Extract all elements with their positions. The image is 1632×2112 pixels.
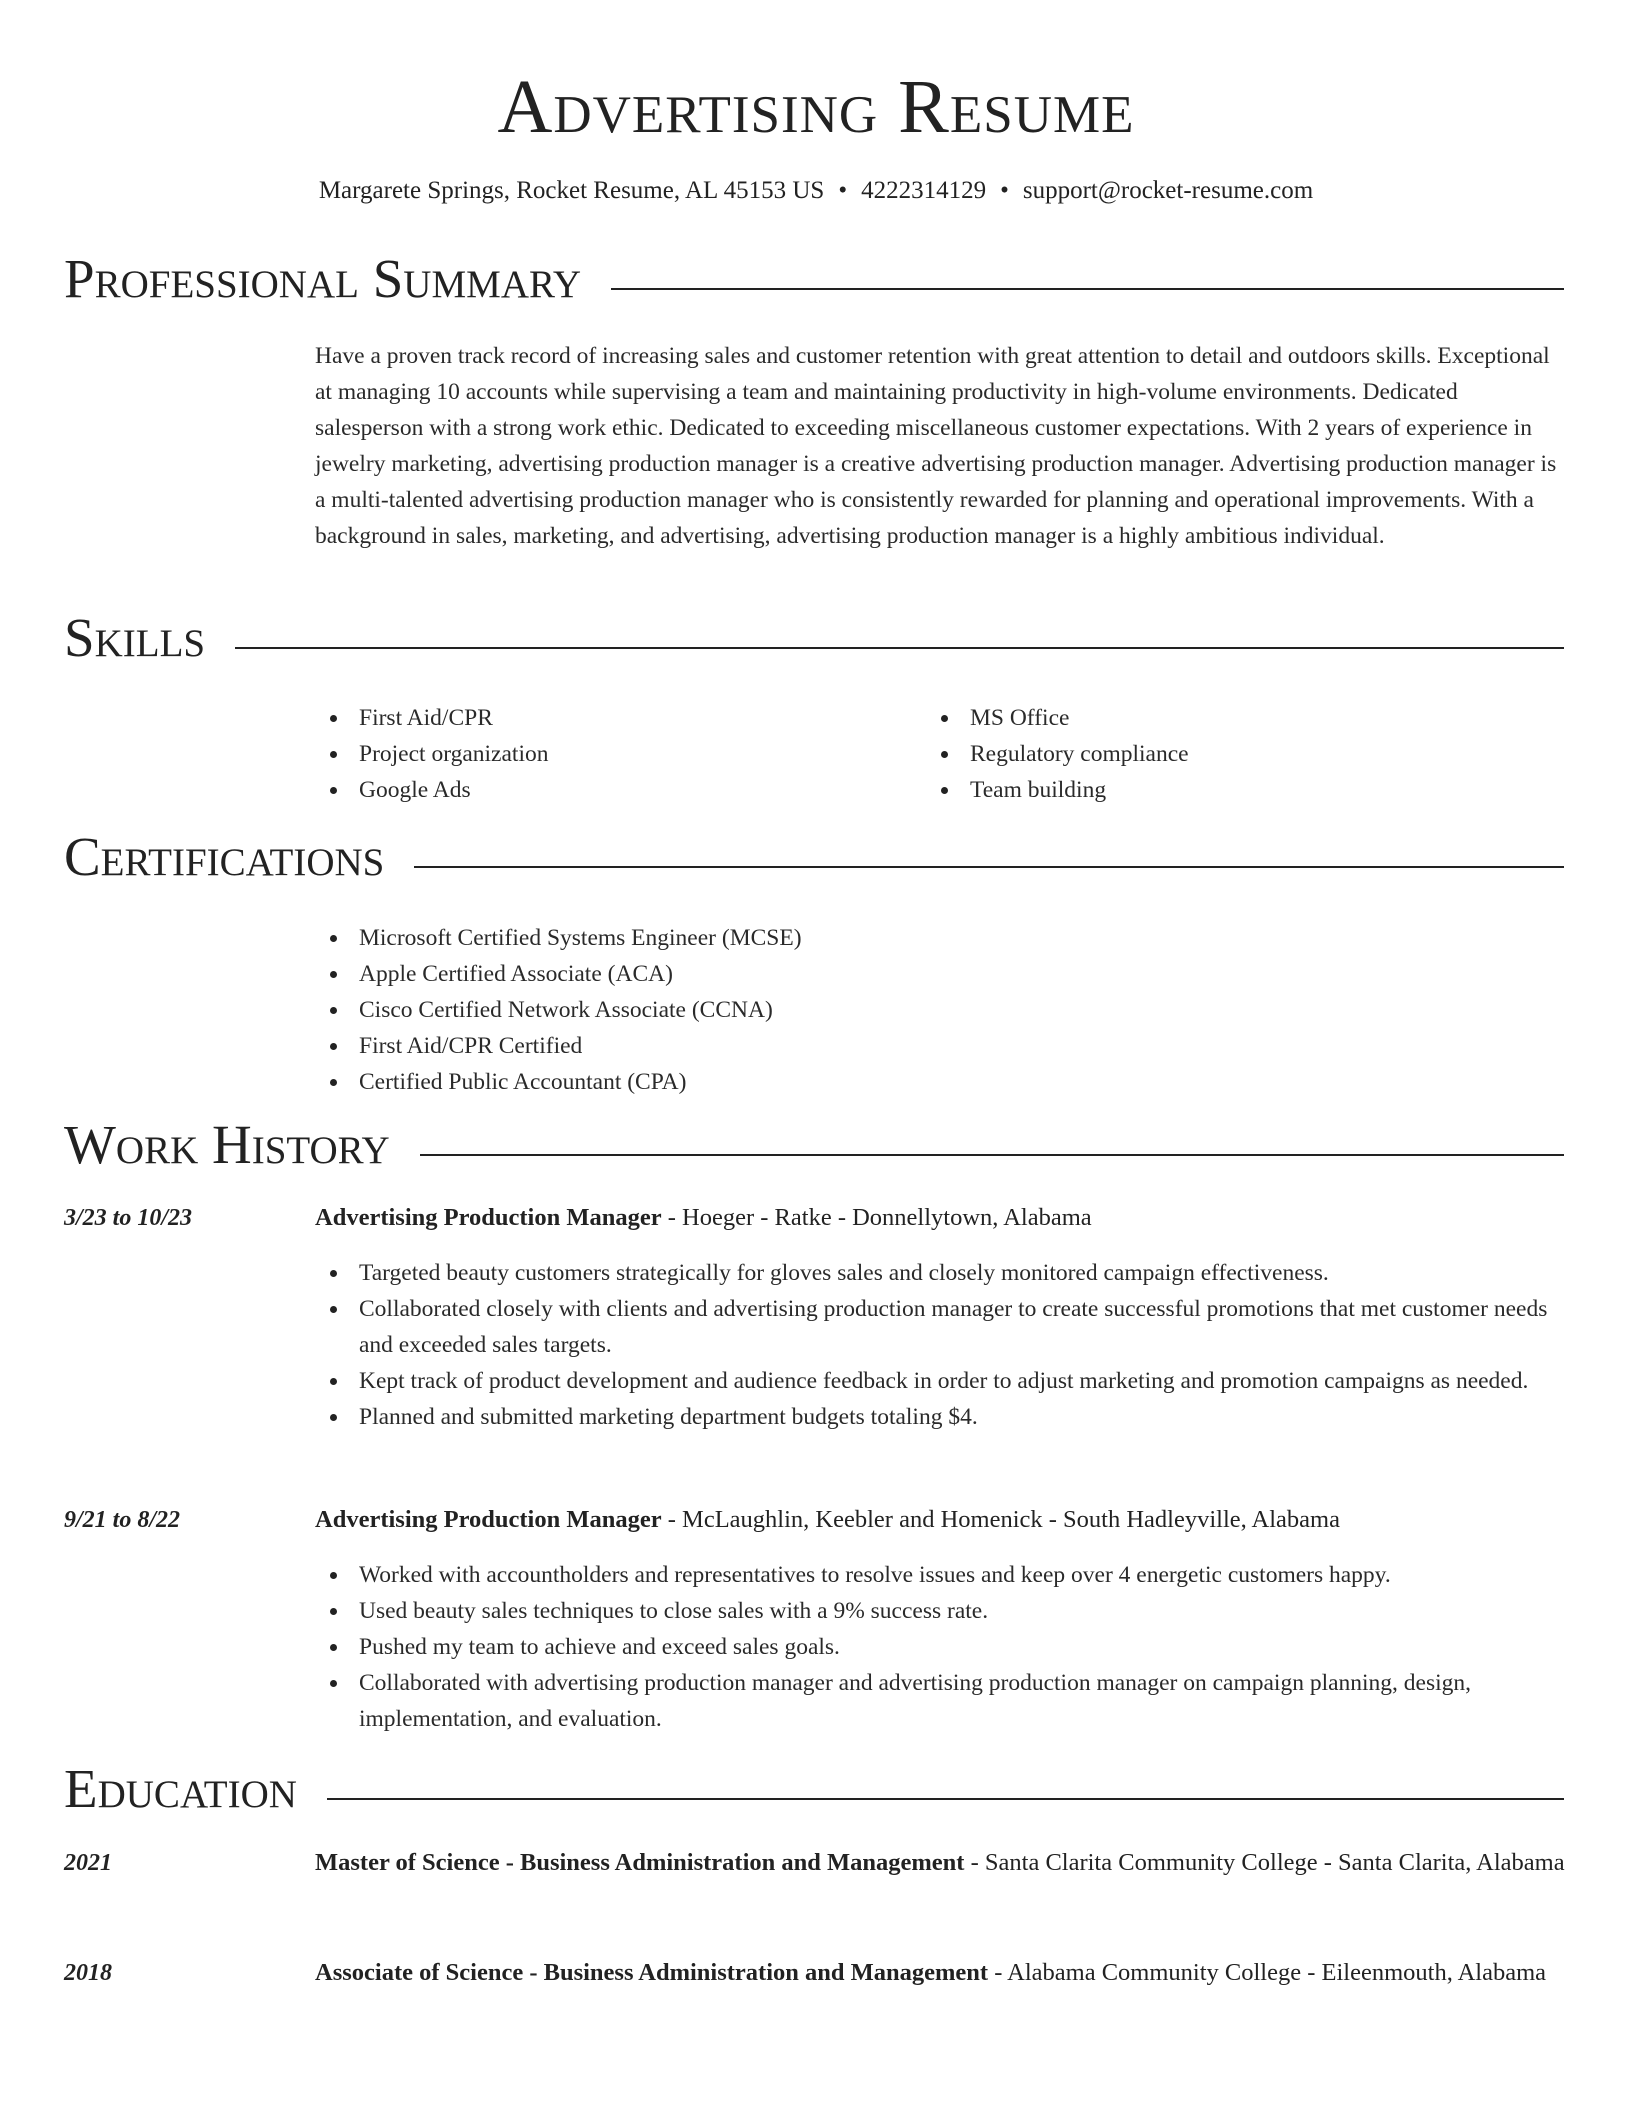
education-entry: Associate of Science - Business Administration and Management - Alabama Community College - Eileenmouth, Alabama bbox=[315, 1959, 1547, 1986]
job-bullet: Used beauty sales techniques to close sales with a 9% success rate. bbox=[315, 1593, 1565, 1629]
contact-separator: • bbox=[838, 177, 848, 204]
certification-item: Certified Public Accountant (CPA) bbox=[315, 1064, 1315, 1100]
job-header: Advertising Production Manager - McLaughlin, Keebler and Homenick - South Hadleyville, Alabama bbox=[315, 1506, 1340, 1533]
section-header-summary bbox=[64, 242, 1564, 312]
contact-address: Margarete Springs, Rocket Resume, AL 45153 US bbox=[318, 177, 825, 204]
job-dates: 3/23 to 10/23 bbox=[64, 1205, 193, 1231]
section-divider bbox=[64, 647, 1564, 649]
section-header-certifications bbox=[64, 820, 1564, 890]
section-title-education: Education bbox=[64, 1756, 327, 1822]
job-bullet: Collaborated with advertising production manager and advertising production manager on campaign planning, design, implementation, and evaluation. bbox=[315, 1665, 1565, 1737]
job-bullet: Pushed my team to achieve and exceed sales goals. bbox=[315, 1629, 1565, 1665]
section-header-education bbox=[64, 1752, 1564, 1822]
education-degree: Master of Science - Business Administration and Management bbox=[315, 1849, 965, 1876]
skills-column-right bbox=[926, 700, 1486, 808]
section-title-certifications: Certifications bbox=[64, 824, 414, 890]
certifications-list bbox=[315, 920, 1315, 1100]
education-school: Santa Clarita Community College - Santa Clarita, Alabama bbox=[984, 1849, 1565, 1876]
section-header-work-history bbox=[64, 1108, 1564, 1178]
job-title: Advertising Production Manager bbox=[315, 1204, 662, 1231]
skill-item: First Aid/CPR bbox=[315, 700, 875, 736]
skill-item: Google Ads bbox=[315, 772, 875, 808]
education-year: 2021 bbox=[64, 1850, 112, 1876]
contact-separator: • bbox=[1000, 177, 1009, 204]
job-bullet: Worked with accountholders and representatives to resolve issues and keep over 4 energetic customers happy. bbox=[315, 1557, 1565, 1593]
certification-item: First Aid/CPR Certified bbox=[315, 1028, 1315, 1064]
contact-phone: 4222314129 bbox=[861, 177, 987, 204]
certification-item: Microsoft Certified Systems Engineer (MCSE) bbox=[315, 920, 1315, 956]
job-bullet: Collaborated closely with clients and advertising production manager to create successful promotions that met customer needs and exceeded sales targets. bbox=[315, 1291, 1565, 1363]
job-bullets bbox=[315, 1557, 1565, 1737]
job-bullet: Targeted beauty customers strategically for gloves sales and closely monitored campaign effectiveness. bbox=[315, 1255, 1565, 1291]
skill-item: Team building bbox=[926, 772, 1486, 808]
skill-item: Regulatory compliance bbox=[926, 736, 1486, 772]
resume-title: Advertising Resume bbox=[497, 65, 1135, 149]
skill-item: MS Office bbox=[926, 700, 1486, 736]
education-year: 2018 bbox=[64, 1960, 112, 1986]
skill-item: Project organization bbox=[315, 736, 875, 772]
job-dates: 9/21 to 8/22 bbox=[64, 1507, 181, 1533]
certification-item: Cisco Certified Network Associate (CCNA) bbox=[315, 992, 1315, 1028]
contact-email: support@rocket-resume.com bbox=[1022, 177, 1314, 204]
job-bullets bbox=[315, 1255, 1565, 1435]
summary-paragraph: Have a proven track record of increasing sales and customer retention with great attention to detail and outdoors skills. Exceptional at managing 10 accounts while supervising a team and maintaining productivity in high-volume environments. Dedicated salesperson with a strong work ethic. Dedicated to exceeding miscellaneous customer expectations. With 2 years of experience in jewelry marketing, advertising production manager is a creative advertising production manager. Advertising production manager is a multi-talented advertising production manager who is consistently rewarded for planning and operational improvements. With a background in sales, marketing, and advertising, advertising production manager is a highly ambitious individual. bbox=[315, 343, 1557, 549]
job-employer: Hoeger - Ratke - Donnellytown, Alabama bbox=[682, 1204, 1092, 1231]
education-entry: Master of Science - Business Administration and Management - Santa Clarita Community College - Santa Clarita, Alabama bbox=[315, 1849, 1565, 1876]
section-header-skills bbox=[64, 601, 1564, 671]
job-employer: McLaughlin, Keebler and Homenick - South Hadleyville, Alabama bbox=[682, 1506, 1340, 1533]
education-degree: Associate of Science - Business Administration and Management bbox=[315, 1959, 989, 1986]
education-school: Alabama Community College - Eileenmouth, Alabama bbox=[1007, 1959, 1547, 1986]
job-bullet: Kept track of product development and audience feedback in order to adjust marketing and promotion campaigns as needed. bbox=[315, 1363, 1565, 1399]
contact-line bbox=[0, 174, 1632, 208]
section-title-summary: Professional Summary bbox=[64, 246, 611, 312]
job-header: Advertising Production Manager - Hoeger - Ratke - Donnellytown, Alabama bbox=[315, 1204, 1092, 1231]
section-title-skills: Skills bbox=[64, 605, 235, 671]
job-title: Advertising Production Manager bbox=[315, 1506, 662, 1533]
skills-column-left bbox=[315, 700, 875, 808]
section-title-work-history: Work History bbox=[64, 1112, 420, 1178]
job-bullet: Planned and submitted marketing department budgets totaling $4. bbox=[315, 1399, 1565, 1435]
certification-item: Apple Certified Associate (ACA) bbox=[315, 956, 1315, 992]
